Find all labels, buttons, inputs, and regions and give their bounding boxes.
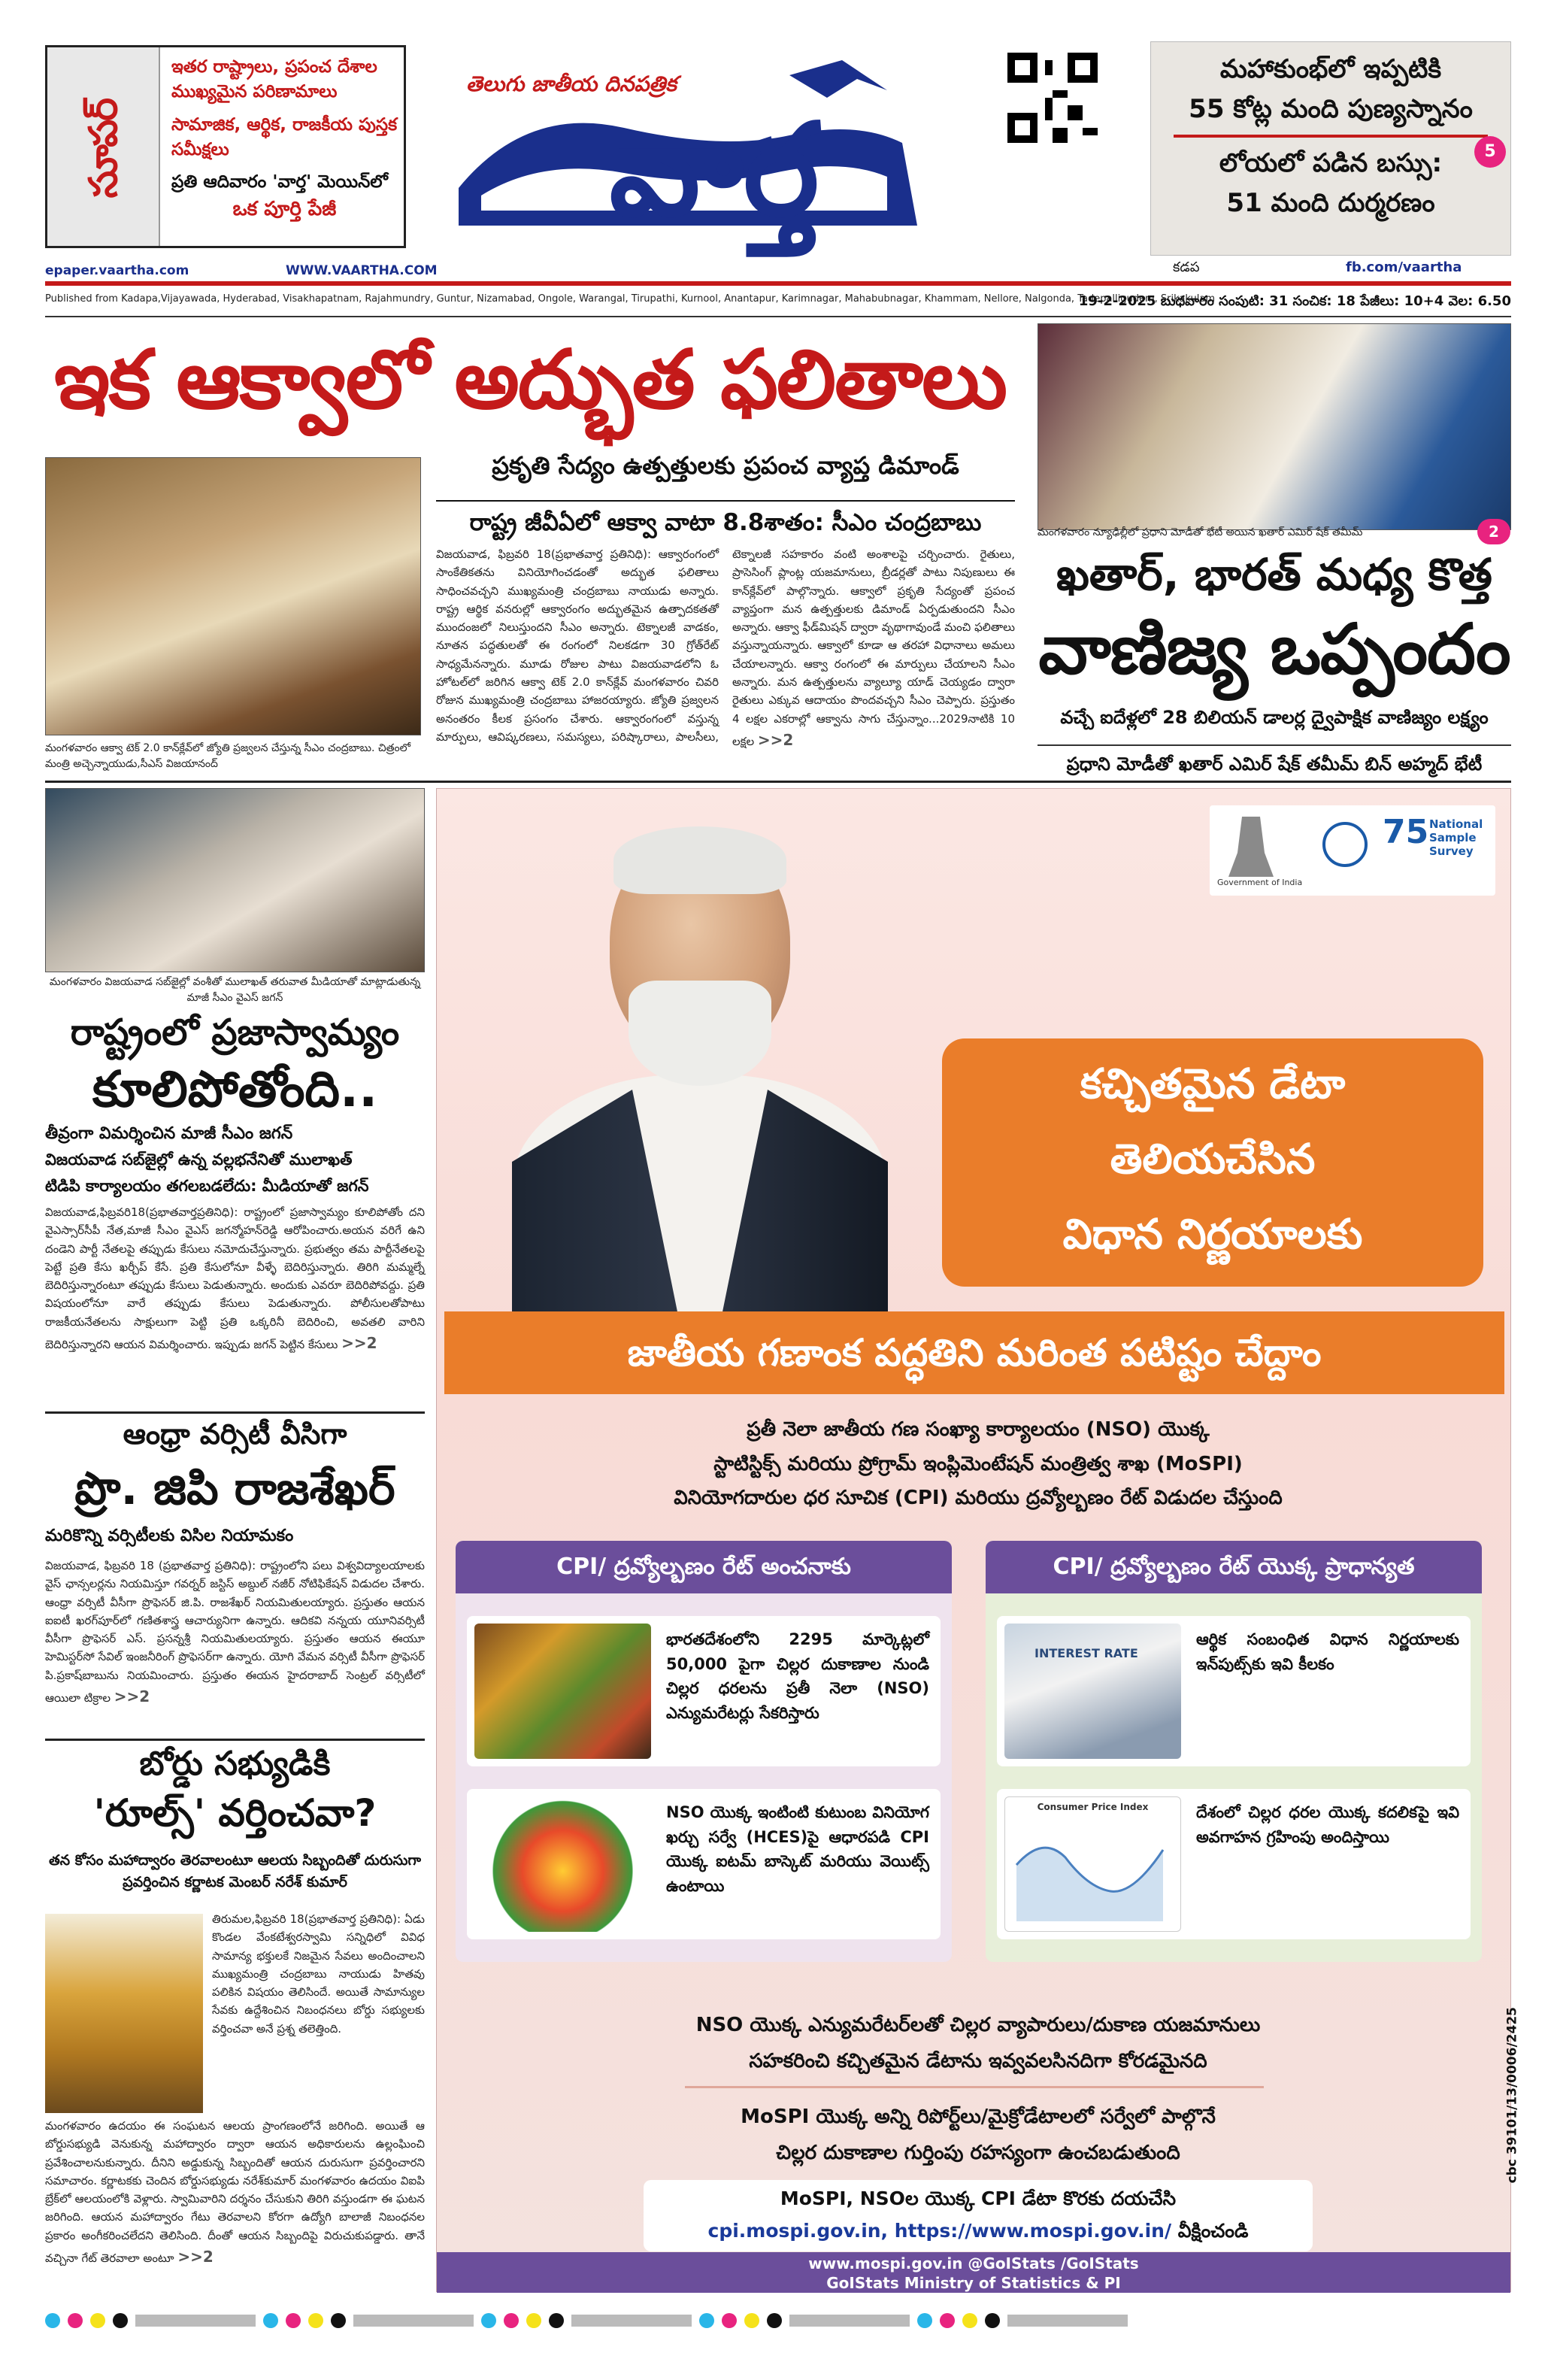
ad-paragraph xyxy=(527,1413,1429,1516)
jump-link[interactable]: >>2 xyxy=(177,2248,214,2266)
ministry-label: Government of India xyxy=(1217,878,1303,887)
page-ref-badge: 2 xyxy=(1477,519,1510,544)
ad-code: cbc 39101/13/0006/2425 xyxy=(1504,2007,1519,2184)
nss-logo-icon xyxy=(1322,822,1368,867)
nss-75-logo: 75 xyxy=(1383,813,1429,851)
ad-para-line: వినియోగదారుల ధర సూచిక (CPI) మరియు ద్రవ్యోల్బణం రేట్ విడుదల చేస్తుంది xyxy=(674,1487,1283,1509)
board-body-text: తిరుమల,ఫిబ్రవరి 18(ప్రభాతవార్త ప్రతినిధి): ఏడు కొండల వేంకటేశ్వరస్వామి సన్నిధిలో వివిధ సామాన్య భక్తులకే నిజమైన సేవలు అందించాలని ముఖ్యమంత్రి చంద్రబాబు నాయుడు హితవు పలికిన విషయం తెలిసిందే. అయితే సామాన్యుల సేవకు ఉద్దేశించిన నిబంధనలు బోర్డు సభ్యులకు వర్తించవా అనే ప్రశ్న తలెత్తింది. xyxy=(212,1912,425,2036)
mospi-advertisement[interactable] xyxy=(436,788,1519,2292)
jagan-subhead: టిడిపి కార్యాలయం తగలబడలేదు: మీడియాతో జగన్ xyxy=(45,1177,369,1195)
footer-ministry: GoIStats Ministry of Statistics & PI xyxy=(826,2274,1121,2292)
promo-right-line: మహాకుంభ్‌లో ఇప్పటికి xyxy=(1219,54,1442,84)
board-subhead: తన కోసం మహాద్వారం తెరవాలంటూ ఆలయ సిబ్బందితో దురుసుగా ప్రవర్తించిన కర్ణాటక మెంబర్ నరేశ్ కుమార్ xyxy=(49,1852,421,1890)
cpi-estimation-panel xyxy=(456,1541,952,1962)
panel-row xyxy=(997,1789,1471,1939)
qr-code-icon[interactable] xyxy=(1007,53,1098,143)
university-headline[interactable]: ఆంధ్రా వర్సిటీ వీసిగా xyxy=(123,1417,347,1451)
lead-headline[interactable]: ఇక ఆక్వాలో అద్భుత ఫలితాలు xyxy=(53,332,1007,427)
qatar-subhead: ప్రధాని మోడీతో ఖతార్ ఎమిర్ షేక్ తమీమ్ బిన్ అహ్మద్ భేటీ xyxy=(1038,744,1511,779)
promo-right[interactable] xyxy=(1150,41,1511,256)
magazine-logo-panel xyxy=(47,47,160,246)
panel-row-text: NSO యొక్క ఇంటింటి కుటుంబ వినియోగ ఖర్చు సర్వే (HCES)పై ఆధారపడి CPI యొక్క ఐటమ్ బాస్కెట్ మరియు వెయిట్స్ ఉంటాయి xyxy=(666,1803,929,1895)
jagan-subhead: విజయవాడ సబ్‌జైల్లో ఉన్న వల్లభనేనితో ములాఖత్ xyxy=(45,1151,353,1169)
jump-link[interactable]: >>2 xyxy=(114,1687,150,1706)
panel-row xyxy=(467,1789,941,1939)
promo-line: ప్రతి ఆదివారం 'వార్త' మెయిన్‌లో xyxy=(171,172,388,193)
qatar-headline[interactable]: వాణిజ్య ఒప్పందం xyxy=(1038,609,1510,690)
jagan-caption: మంగళవారం విజయవాడ సబ్‌జైల్లో వంశీతో ములాఖత్ తరువాత మీడియాతో మాట్లాడుతున్న మాజీ సీఎం వైఎస్ జగన్ xyxy=(49,976,421,1004)
promo-line: సామాజిక, ఆర్థిక, రాజకీయ పుస్తక సమీక్షలు xyxy=(171,114,398,160)
promo-right-line: 51 మంది దుర్మరణం xyxy=(1226,188,1435,219)
cpi-line-icon xyxy=(1013,1820,1174,1925)
ad-para-line: స్టాటిస్టిక్స్ మరియు ప్రోగ్రామ్ ఇంప్లిమెంటేషన్ మంత్రిత్వ శాఖ (MoSPI) xyxy=(713,1452,1243,1475)
publication-line: Published from Kadapa,Vijayawada, Hyderabad, Visakhapatnam, Rajahmundry, Guntur, Nizamabad, Ongole, Warangal, Tirupathi, Kurnool, Anantapur, Karimnagar, Mahabubnagar, Khammam, Nellore, Nalgonda, Tadepalligudem, Srikakulam xyxy=(45,293,1216,305)
dove-icon xyxy=(789,60,887,98)
interest-rate-label: INTEREST RATE xyxy=(1034,1646,1138,1660)
ad-middle-text xyxy=(527,2007,1429,2171)
panel-row xyxy=(467,1616,941,1766)
panel-title: CPI/ ద్రవ్యోల్బణం రేట్ యొక్క ప్రాధాన్యత xyxy=(986,1541,1482,1593)
lead-subhead: ప్రకృతి సేద్యం ఉత్పత్తులకు ప్రపంచ వ్యాప్త డిమాండ్ xyxy=(492,451,959,480)
promo-line: ఒక పూర్తి పేజీ xyxy=(232,197,337,220)
qatar-caption: మంగళవారం న్యూఢిల్లీలో ప్రధాని మోడీతో భేటీ అయిన ఖతార్ ఎమిర్ షేక్ తమీమ్ xyxy=(1038,526,1363,538)
university-headline[interactable]: ప్రొ. జిపి రాజశేఖర్ xyxy=(74,1463,395,1515)
lead-body xyxy=(436,545,1015,752)
logo-tagline: తెలుగు జాతీయ దినపత్రిక xyxy=(466,71,677,96)
ad-orange-line: విధాన నిర్ణయాలకు xyxy=(1062,1210,1363,1258)
panel-title: CPI/ ద్రవ్యోల్బణం రేట్ అంచనాకు xyxy=(456,1541,952,1593)
divider xyxy=(45,781,1511,783)
lead-body-text: విజయవాడ, ఫిబ్రవరి 18(ప్రభాతవార్త ప్రతినిధి): ఆక్వారంగంలో సాంకేతికతను వినియోగించడంతో అద్భుత ఫలితాలు సాధించవచ్చని ముఖ్యమంత్రి చంద్రబాబు నాయుడు అన్నారు. రాష్ట్ర ఆర్థిక వనరుల్లో ఆక్వారంగం అద్భుతమైన ఉత్పాదకతతో ముందంజలో నిలుస్తుందని సీఎం అన్నారు. టెక్నాలజీ వాడకం, నూతన పద్ధతులతో ఈ రంగంలో నిలకడగా 30 గ్రోత్‌రేట్ సాధ్యమేనన్నారు. మూడు రోజుల పాటు విజయవాడలోని ఓ హోటల్‌లో జరిగిన ఆక్వా టెక్ 2.0 కాన్‌క్లేవ్ మంగళవారం చివరి రోజున ముఖ్యమంత్రి చంద్రబాబు హాజరయ్యారు. జ్యోతి ప్రజ్వలన అనంతరం కీలక ప్రసంగం చేశారు. ఆక్వారంగంలో వస్తున్న మార్పులు, ఆవిష్కరణలు, సమస్యలు, పరిష్కారాలు, పాలసీలు, టెక్నాలజీ సహకారం వంటి అంశాలపై చర్చించారు. రైతులు, ప్రాసెసింగ్ ప్లాంట్ల యజమానులు, బ్రీడర్లతో పాటు నిపుణులు ఈ కాన్‌క్లేవ్‌లో పాల్గొన్నారు. ఆక్వాలో ప్రకృతి సేద్యంతో ప్రపంచ వ్యాప్తంగా మన ఉత్పత్తులకు డిమాండ్ ఏర్పడుతుందని సీఎం అన్నారు. ఆక్వా ఫీడ్‌మిషన్‌ ద్వారా వృథాగావుండే మంచి ఫలితాలు వస్తున్నాయన్నారు. ఆక్వాలో కూడా ఆ తరహా విధానాలు అమలు చేయాలన్నారు. ఆక్వా రంగంలో ఈ మార్పులు చేయాలని సీఎం అన్నారు. మన ఉత్పత్తులను వ్యాల్యూ యాడ్ చెయ్యడం ద్వారా రైతులు ఎక్కువ ఆదాయం పొందవచ్చని సీఎం చెప్పారు. ప్రస్తుతం 4 లక్షల ఎకరాల్లో ఆక్వాను సాగు చేస్తున్నాం...2029నాటికి 10 లక్షల xyxy=(436,547,1015,748)
magazine-logo: సూపర్ xyxy=(81,99,126,199)
jump-link[interactable]: >>2 xyxy=(757,730,794,749)
divider xyxy=(45,1739,425,1741)
epaper-link[interactable]: epaper.vaartha.com xyxy=(45,263,189,278)
edition-label: కడప xyxy=(1173,259,1200,275)
ad-mid-line: NSO యొక్క ఎన్యుమరేటర్‌లతో చిల్లర వ్యాపారులు/దుకాణ యజమానులు xyxy=(695,2014,1261,2036)
interest-rate-photo xyxy=(1004,1624,1181,1759)
cta-box[interactable] xyxy=(644,2180,1313,2251)
jagan-headline[interactable]: కూలిపోతోంది.. xyxy=(92,1060,378,1118)
panel-row xyxy=(997,1616,1471,1766)
divider xyxy=(45,316,1511,317)
website-link[interactable]: WWW.VAARTHA.COM xyxy=(286,263,438,278)
national-emblem-icon xyxy=(1228,817,1274,877)
divider xyxy=(45,1411,425,1414)
ad-orange-line: తెలియచేసిన xyxy=(1110,1135,1316,1183)
board-body-text: మంగళవారం ఉదయం ఈ సంఘటన ఆలయ ప్రాంగణంలోనే జరిగింది. అయితే ఆ బోర్డుసభ్యుడి వెనుకున్న మహాద్వారం ద్వారా ఆయన అధికారులను ఉల్లంఘించి ప్రవేశించాలనుకున్నారు. దీనిని అడ్డుకున్న సిబ్బందితో ఆయన దురుసుగా ప్రవర్తించారని సమాచారం. కర్ణాటకకు చెందిన బోర్డుసభ్యుడు నరేశ్‌కుమార్ మంగళవారం ఉదయం విఐపి బ్రేక్‌లో ఆలయంలోకి వెళ్లారు. స్వామివారిని దర్శనం చేసుకుని తిరిగి వస్తుండగా ఈ ఘటన జరిగింది. ఆయన మహాద్వారం గేటు తెరవాలని కోరగా ఉద్యోగి బాలాజీ నిబంధనల ప్రకారం అంగీకరించలేదని తెలిసింది. దీంతో ఆయన సిబ్బందిపై విరుచుకుపడ్డారు. తానే వచ్చినా గేట్ తెరవాలా అంటూ xyxy=(45,2119,425,2266)
university-body xyxy=(45,1557,425,1733)
ad-footer xyxy=(437,2252,1510,2293)
board-headline[interactable]: బోర్డు సభ్యుడికి xyxy=(139,1745,331,1783)
board-headline[interactable]: 'రూల్స్' వర్తించవా? xyxy=(93,1791,377,1835)
jagan-photo[interactable] xyxy=(45,788,425,972)
ad-para-line: ప్రతీ నెలా జాతీయ గణ సంఖ్యా కార్యాలయం (NSO) యొక్క xyxy=(747,1418,1210,1441)
promo-right-line: లోయలో పడిన బస్సు: xyxy=(1219,148,1443,179)
lead-caption: మంగళవారం ఆక్వా టెక్ 2.0 కాన్‌క్లేవ్‌లో జ్యోతి ప్రజ్వలన చేస్తున్న సీఎం చంద్రబాబు. చిత్రంలో మంత్రి అచ్చెన్నాయుడు,సీఎస్ విజయానంద్ xyxy=(45,742,410,770)
cpi-chart-label: Consumer Price Index xyxy=(1037,1802,1149,1812)
lead-photo[interactable] xyxy=(45,457,421,735)
qatar-photo[interactable] xyxy=(1038,323,1511,530)
board-body xyxy=(45,2117,425,2294)
masthead-rule xyxy=(45,281,1511,286)
market-photo xyxy=(474,1624,651,1759)
ad-mid-line: MoSPI యొక్క అన్ని రిపోర్ట్‌లు/మైక్రోడేటాలలో సర్వేలో పాల్గొనే xyxy=(741,2106,1216,2129)
ad-orange-box xyxy=(942,1038,1483,1287)
facebook-link[interactable]: fb.com/vaartha xyxy=(1346,259,1462,275)
ad-orange-line: కచ్చితమైన డేటా xyxy=(1080,1060,1346,1108)
promo-left[interactable] xyxy=(45,45,406,248)
logo-title: వార్త xyxy=(609,96,819,245)
qatar-headline[interactable]: ఖతార్, భారత్ మధ్య కొత్త xyxy=(1056,549,1492,600)
university-subhead: మరికొన్ని వర్సిటీలకు విసిల నియామకం xyxy=(45,1527,294,1545)
panel-row-text: ఆర్థిక సంబంధిత విధాన నిర్ణయాలకు ఇన్‌పుట్స్‌కు ఇవి కీలకం xyxy=(1196,1630,1459,1673)
cta-url[interactable]: cpi.mospi.gov.in, https://www.mospi.gov.in/ xyxy=(707,2219,1172,2242)
university-body-text: విజయవాడ, ఫిబ్రవరి 18 (ప్రభాతవార్త ప్రతినిధి): రాష్ట్రంలోని పలు విశ్వవిద్యాలయాలకు వైస్ ఛాన్సలర్లను నియమిస్తూ గవర్నర్ జస్టిస్ అబ్దుల్ నజీర్ నోటిఫికేషన్ విడుదల చేశారు. ఆంధ్రా వర్సిటీ వీసీగా ప్రొఫెసర్ జి.పి. రాజశేఖర్ నియమితులయ్యారు. ప్రస్తుతం ఆయన ఐఐటీ ఖరగ్‌పూర్‌లో గణితశాస్త్ర ఆచార్యునిగా ఉన్నారు. ఆదికవి నన్నయ యూనివర్సిటీ వీసీగా ప్రొఫెసర్ ఎస్. ప్రసన్నశ్రీ నియమితులయ్యారు. ప్రస్తుతం ఆయన ఈయూ హెమిస్టర్‌సో సేవిల్ ఇంజనీరింగ్ ప్రొఫెసర్‌గా ఉన్నారు. యోగి వేమన వర్సిటీ వీసీగా ప్రొఫెసర్ పి.ప్రకాష్‌బాబును నియమించారు. ప్రస్తుతం ఈయన హైదరాబాద్ సెంట్రల్ వర్సిటీలో ఆయిలా టిక్రాల xyxy=(45,1559,425,1705)
jagan-subhead: తీవ్రంగా విమర్శించిన మాజీ సీఎం జగన్ xyxy=(45,1124,293,1143)
divider xyxy=(685,2086,1264,2088)
qatar-subhead: వచ్చే ఐదేళ్లలో 28 బిలియన్ డాలర్ల ద్వైపాక్షిక వాణిజ్యం లక్ష్యం xyxy=(1060,707,1489,728)
shopping-cart-icon xyxy=(474,1796,651,1932)
ad-banner: జాతీయ గణాంక పద్ధతిని మరింత పటిష్టం చేద్దాం xyxy=(444,1311,1504,1394)
ad-logos xyxy=(1210,805,1495,896)
dateline: 19-2-2025 బుధవారం సంపుటి: 31 సంచిక: 18 పేజీలు: 10+4 వెల: 6.50 xyxy=(1078,293,1511,309)
cta-text: MoSPI, NSOల యొక్క CPI డేటా కొరకు దయచేసి xyxy=(780,2187,1177,2209)
page-ref-badge: 5 xyxy=(1474,136,1506,168)
temple-photo[interactable] xyxy=(45,1914,203,2113)
promo-right-line: 55 కోట్ల మంది పుణ్యస్నానం xyxy=(1189,93,1473,124)
promo-line: ఇతర రాష్ట్రాలు, ప్రపంచ దేశాల ముఖ్యమైన పరిణామాలు xyxy=(171,57,377,102)
footer-links[interactable]: www.mospi.gov.in @GoIStats /GoIStats xyxy=(808,2254,1139,2272)
jump-link[interactable]: >>2 xyxy=(341,1334,377,1353)
jagan-headline[interactable]: రాష్ట్రంలో ప్రజాస్వామ్యం xyxy=(70,1011,400,1054)
nss-label: National Sample Survey xyxy=(1429,817,1483,858)
panel-row-text: దేశంలో చిల్లర ధరల యొక్క కదలికపై ఇవి అవగాహన గ్రహింపు అందిస్తాయి xyxy=(1196,1803,1459,1846)
cpi-importance-panel xyxy=(986,1541,1482,1962)
ad-mid-line: చిల్లర దుకాణాల గుర్తింపు రహస్యంగా ఉంచబడుతుంది xyxy=(776,2142,1180,2165)
jagan-body xyxy=(45,1203,425,1410)
lead-subhead: రాష్ట్ర జీవీఏలో ఆక్వా వాటా 8.8శాతం: సీఎం చంద్రబాబు xyxy=(436,500,1015,541)
cpi-chart-thumbnail xyxy=(1004,1796,1181,1932)
cta-suffix: వీక్షించండి xyxy=(1171,2219,1249,2242)
panel-row-text: భారతదేశంలోని 2295 మార్కెట్లలో 50,000 పైగా చిల్లర దుకాణాల నుండి చిల్లర ధరలను ప్రతీ నెలా (NSO) ఎన్యుమరేటర్లు సేకరిస్తారు xyxy=(666,1630,929,1722)
pm-portrait xyxy=(482,819,903,1315)
registration-marks xyxy=(45,2312,1511,2329)
jagan-body-text: విజయవాడ,ఫిబ్రవరి18(ప్రభాతవార్తప్రతినిధి): రాష్ట్రంలో ప్రజాస్వామ్యం కూలిపోతోం దని వైఎస్సార్‌సీపీ నేత,మాజీ సీఎం వైఎస్ జగన్మోహన్‌రెడ్డి ఆరోపించారు.అయన వరిగే ఉని దండెని పార్టీ నేతలపై తప్పుడు కేసులు నమోదుచేస్తున్నారు. ప్రభుత్వం తమ పార్టీనేతలపై పెట్టే ప్రతి కేసు ఖర్చీప్ కేసే. ప్రతి కేసులోనూ వీళ్ళే బెదిరిస్తున్నారు. తిరిగి మమ్మల్నే బెదిరిస్తున్నారంటూ తప్పుడు కేసులు పెడుతున్నారు. అందుకు ఎవరూ బెదిరిపోవద్దు. ప్రతి విషయంలోనూ వారే తప్పుడు కేసులు పెడుతున్నారు. పోలీసులతోపాటు రాజకీయనేతలను సాక్షులుగా పెట్టి ప్రతి ఒక్కరినీ బెదిరించి, అవతలి వారిని బెదిరిస్తున్నారని ఆయన విమర్శించారు. ఇప్పుడు జగన్ పెట్టిన కేసులు xyxy=(45,1205,425,1352)
ad-mid-line: సహకరించి కచ్చితమైన డేటాను ఇవ్వవలసినదిగా కోరడమైనది xyxy=(749,2050,1207,2073)
